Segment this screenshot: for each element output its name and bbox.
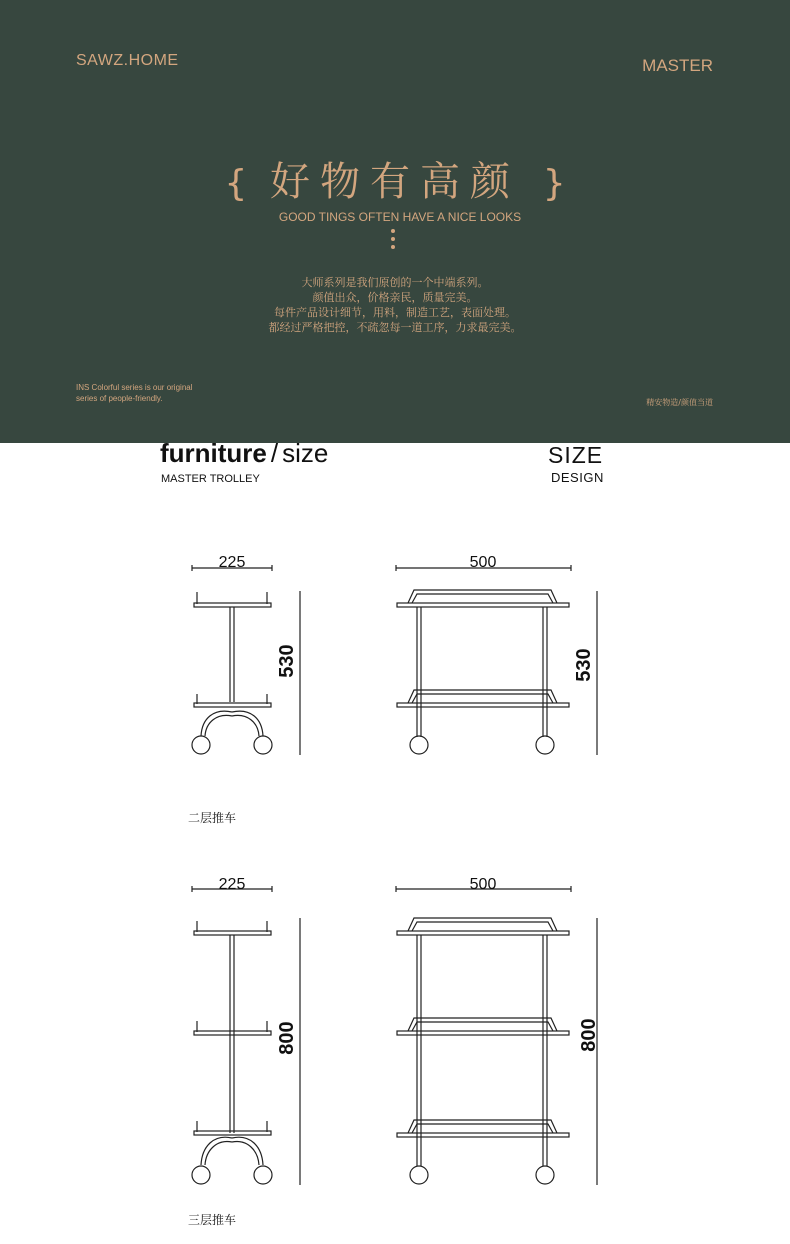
hero-banner (0, 0, 790, 443)
desc-line: 都经过严格把控，不疏忽每一道工序，力求最完美。 (268, 321, 522, 334)
vertical-dots-icon (391, 229, 395, 253)
three-tier-drawing (0, 862, 790, 1194)
desc-line: 颜值出众，价格亲民，质量完美。 (312, 291, 478, 304)
side-shelf (194, 603, 271, 607)
side-width-label: 225 (218, 876, 246, 893)
ins-note (76, 382, 193, 404)
brand-name: SAWZ.HOME (76, 52, 179, 69)
caster-wheel (192, 736, 210, 754)
design-word: DESIGN (551, 470, 604, 485)
three-tier-caption: 三层推车 (188, 1213, 237, 1227)
front-height-label: 530 (573, 648, 595, 682)
series-name: MASTER (642, 56, 713, 75)
desc-line: 大师系列是我们原创的一个中端系列。 (301, 276, 489, 289)
section-title (160, 438, 328, 469)
front-width-label: 500 (469, 876, 497, 893)
front-shelf (397, 603, 569, 607)
title-bold: furniture (160, 438, 267, 468)
section-subtitle: MASTER TROLLEY (161, 473, 260, 485)
headline-open-brace: { (224, 163, 248, 204)
side-height-label: 800 (276, 1021, 298, 1055)
headline-close-brace: } (542, 163, 566, 204)
desc-line: 每件产品设计细节，用料，制造工艺，表面处理。 (274, 306, 516, 319)
headline-text: 好物有高颜 (270, 159, 520, 205)
side-width-label: 225 (218, 554, 246, 571)
caster-wheel (536, 736, 554, 754)
ins-line: series of people-friendly. (76, 394, 163, 403)
ins-line: INS Colorful series is our original (76, 383, 193, 392)
front-height-label: 800 (578, 1018, 600, 1052)
size-word: SIZE (548, 442, 604, 468)
caster-wheel (410, 736, 428, 754)
caster-wheel (254, 736, 272, 754)
side-shelf (194, 703, 271, 707)
side-height-label: 530 (276, 644, 298, 678)
two-tier-drawing (0, 540, 790, 770)
headline (0, 150, 790, 207)
title-rest: size (282, 438, 329, 468)
series-description (0, 275, 790, 335)
motto: 精安物造/颜值当道 (646, 398, 713, 407)
front-width-label: 500 (469, 554, 497, 571)
two-tier-caption: 二层推车 (188, 811, 237, 825)
title-slash: / (270, 438, 279, 468)
headline-english: GOOD TINGS OFTEN HAVE A NICE LOOKS (278, 210, 522, 224)
